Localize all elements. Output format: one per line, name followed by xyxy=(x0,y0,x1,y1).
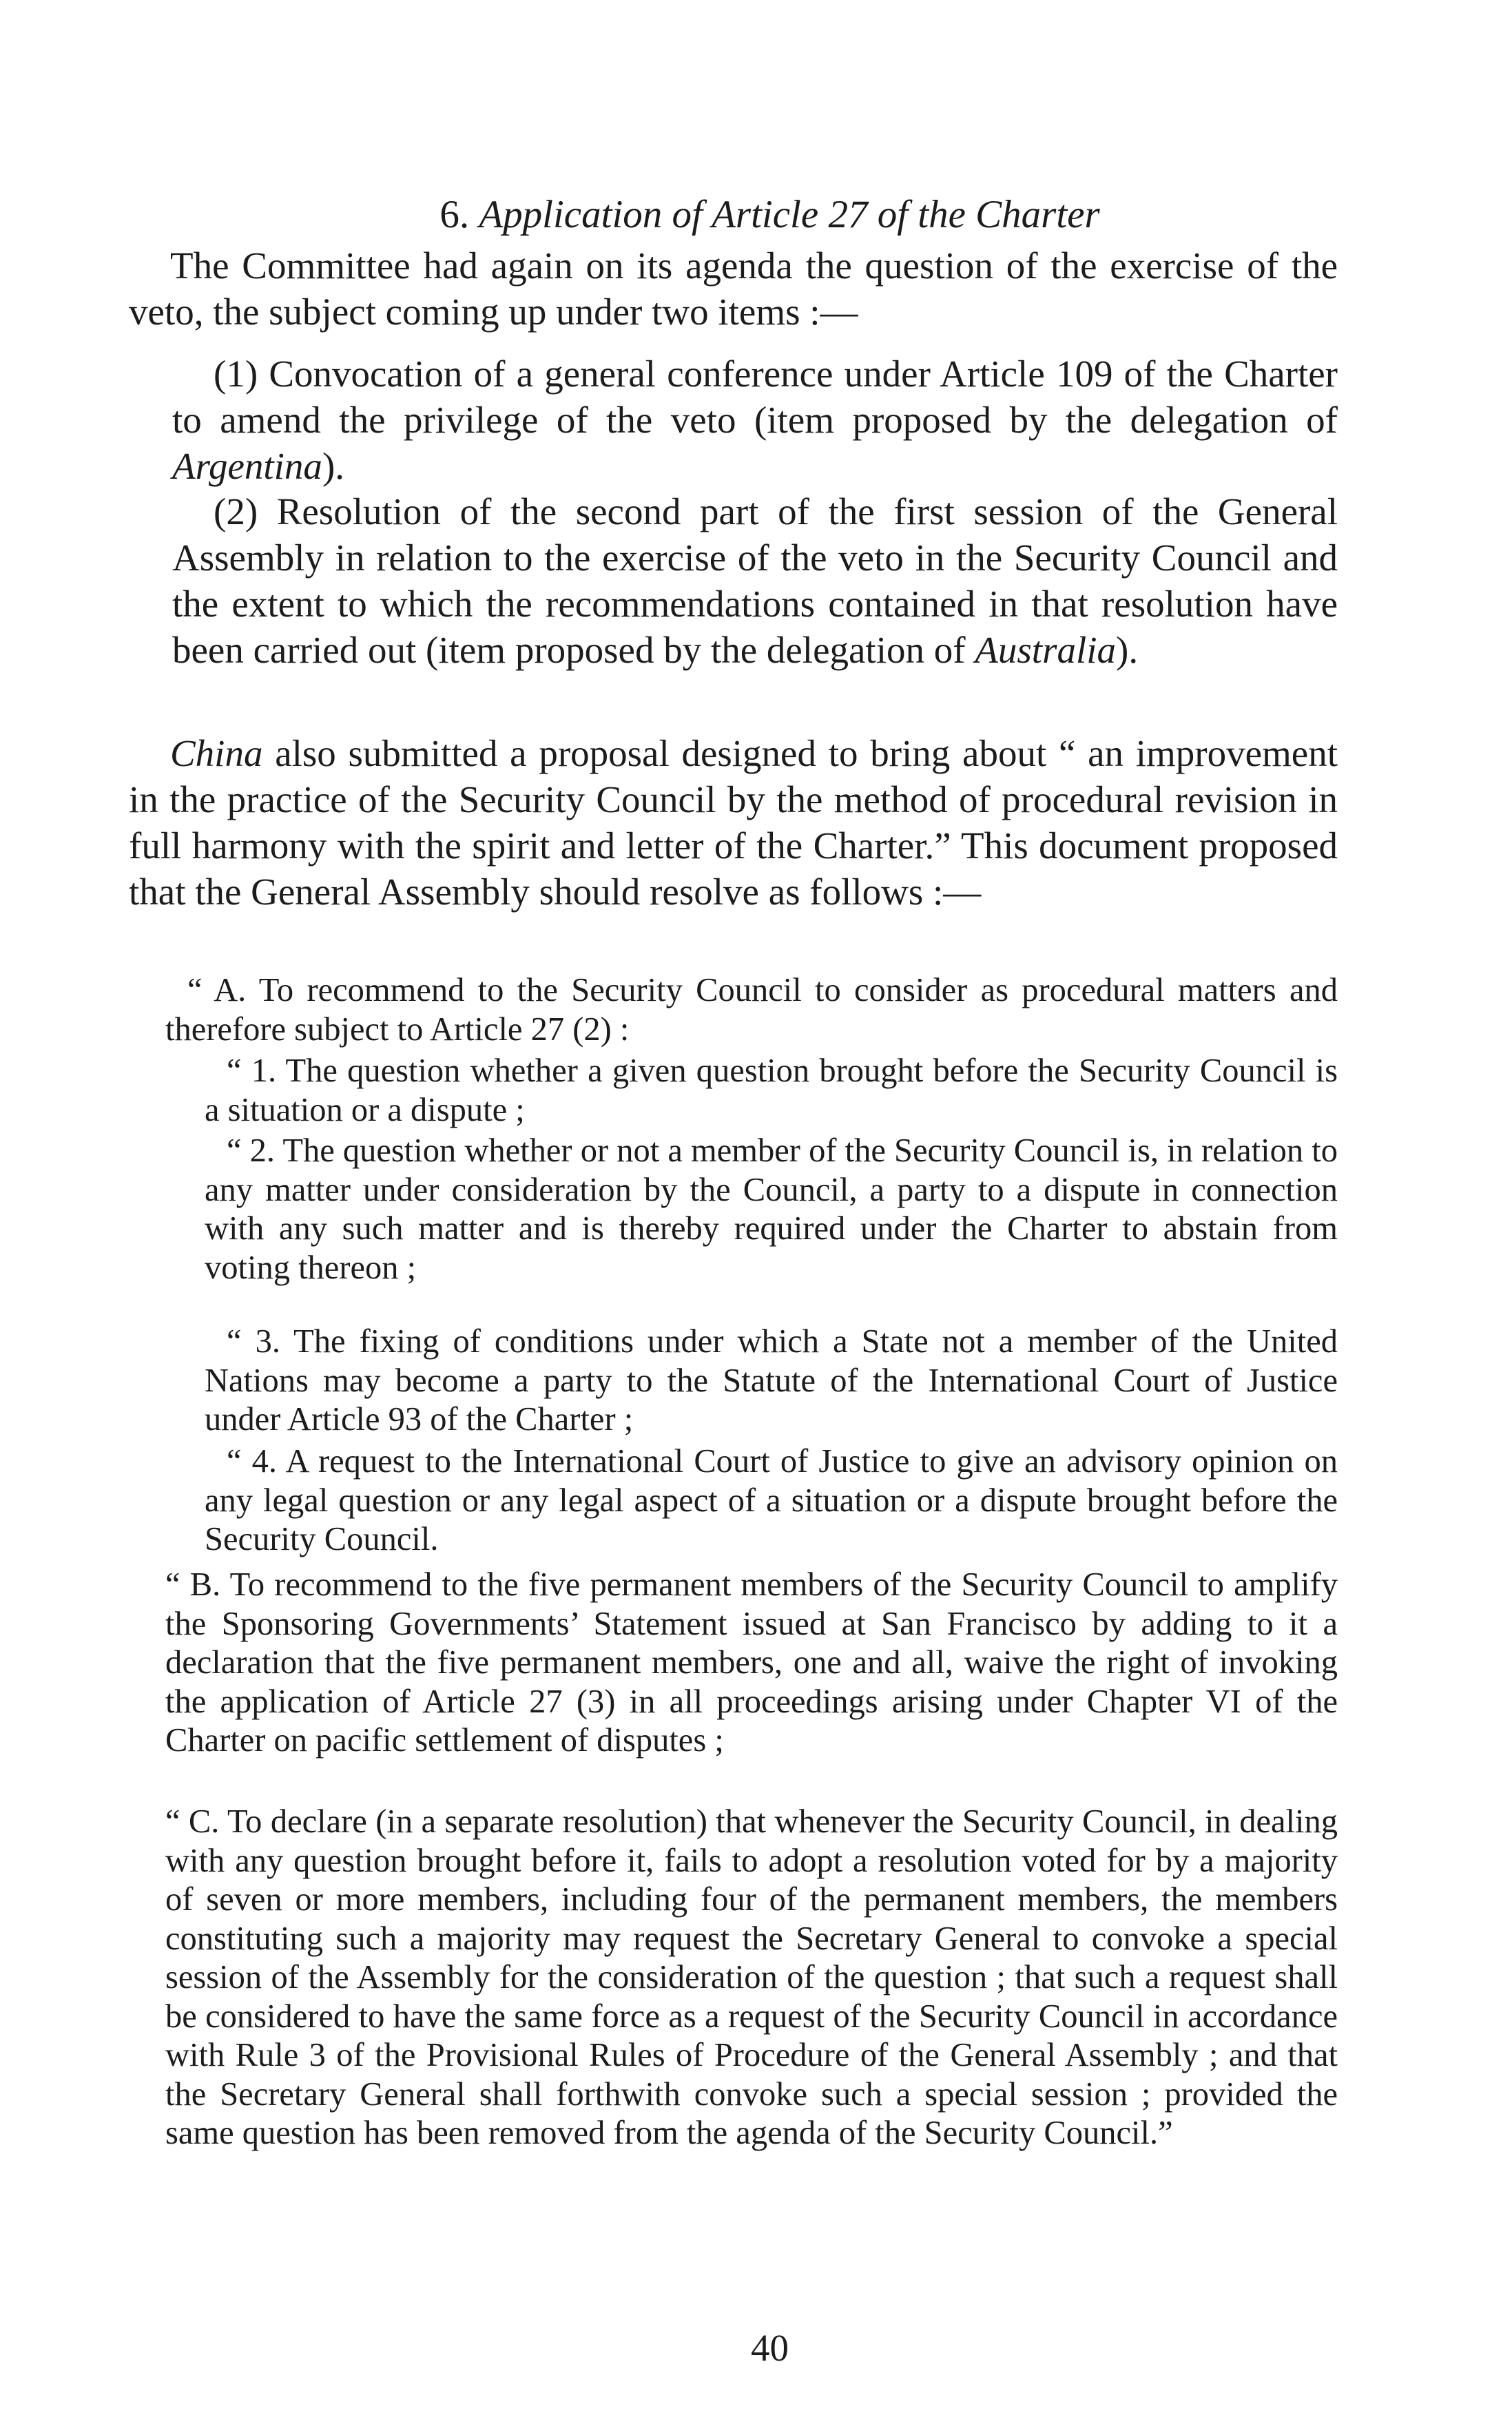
intro-paragraph: The Committee had again on its agenda the question of the exercise of the veto, the subject coming up under two items :— xyxy=(129,245,1338,333)
country-china: China xyxy=(170,732,263,774)
section-heading xyxy=(0,191,1512,238)
resolution-b: “ B. To recommend to the five permanent members of the Security Council to amplify the Sponsoring Governments’ Statement issued at San Francisco by adding to it a declaration that the five permanent members, one and all, waive the right of invoking the application of Article 27 (3) in all proceedings arising under Chapter VI of the Charter on pacific settlement of disputes ; xyxy=(165,1566,1338,1759)
agenda-item-1: (1) Convocation of a general conference under Article 109 of the Charter to amend the privilege of the veto (item proposed by the delegation of Argentina). xyxy=(172,353,1338,487)
agenda-item-2: (2) Resolution of the second part of the first session of the General Assembly in relation to the exercise of the veto in the Security Council and the extent to which the recommendations contained in that resolution have been carried out (item proposed by the delegation of Australia). xyxy=(172,490,1338,671)
resolution-a-intro: “ A. To recommend to the Security Council to consider as procedural matters and therefore subject to Article 27 (2) : xyxy=(165,972,1338,1048)
country-argentina: Argentina xyxy=(172,445,322,487)
resolution-a-item-4: “ 4. A request to the International Court of Justice to give an advisory opinion on any legal question or any legal aspect of a situation or a dispute brought before the Security Council. xyxy=(205,1443,1338,1557)
resolution-c: “ C. To declare (in a separate resolution) that whenever the Security Council, in dealing with any question brought before it, fails to adopt a resolution voted for by a majority of seven or more members, including four of the permanent members, the members constituting such a majority may request the Secretary General to convoke a special session of the Assembly for the consideration of the question ; that such a request shall be considered to have the same force as a request of the Security Council in accordance with Rule 3 of the Provisional Rules of Procedure of the General Assembly ; and that the Secretary General shall forthwith convoke such a special session ; provided the same question has been removed from the agenda of the Security Council.” xyxy=(165,1803,1338,2151)
china-proposal-paragraph: China also submitted a proposal designed to bring about “ an improvement in the practice of the Security Council by the method of procedural revision in full harmony with the spirit and letter of the Charter.” This document proposed that the General Assembly should resolve as follows :— xyxy=(129,732,1338,913)
section-number: 6. xyxy=(439,193,470,236)
country-australia: Australia xyxy=(975,629,1117,671)
resolution-a-item-3: “ 3. The fixing of conditions under which a State not a member of the United Nations may become a party to the Statute of the International Court of Justice under Article 93 of the Charter ; xyxy=(205,1323,1338,1438)
resolution-a-item-2: “ 2. The question whether or not a member of the Security Council is, in relation to any matter under consideration by the Council, a party to a dispute in connection with any such matter and is thereby required under the Charter to abstain from voting thereon ; xyxy=(205,1132,1338,1286)
section-title: Application of Article 27 of the Charter xyxy=(479,193,1100,236)
page-number: 40 xyxy=(751,2327,789,2369)
resolution-a-item-1: “ 1. The question whether a given question brought before the Security Council is a situation or a dispute ; xyxy=(205,1053,1338,1128)
